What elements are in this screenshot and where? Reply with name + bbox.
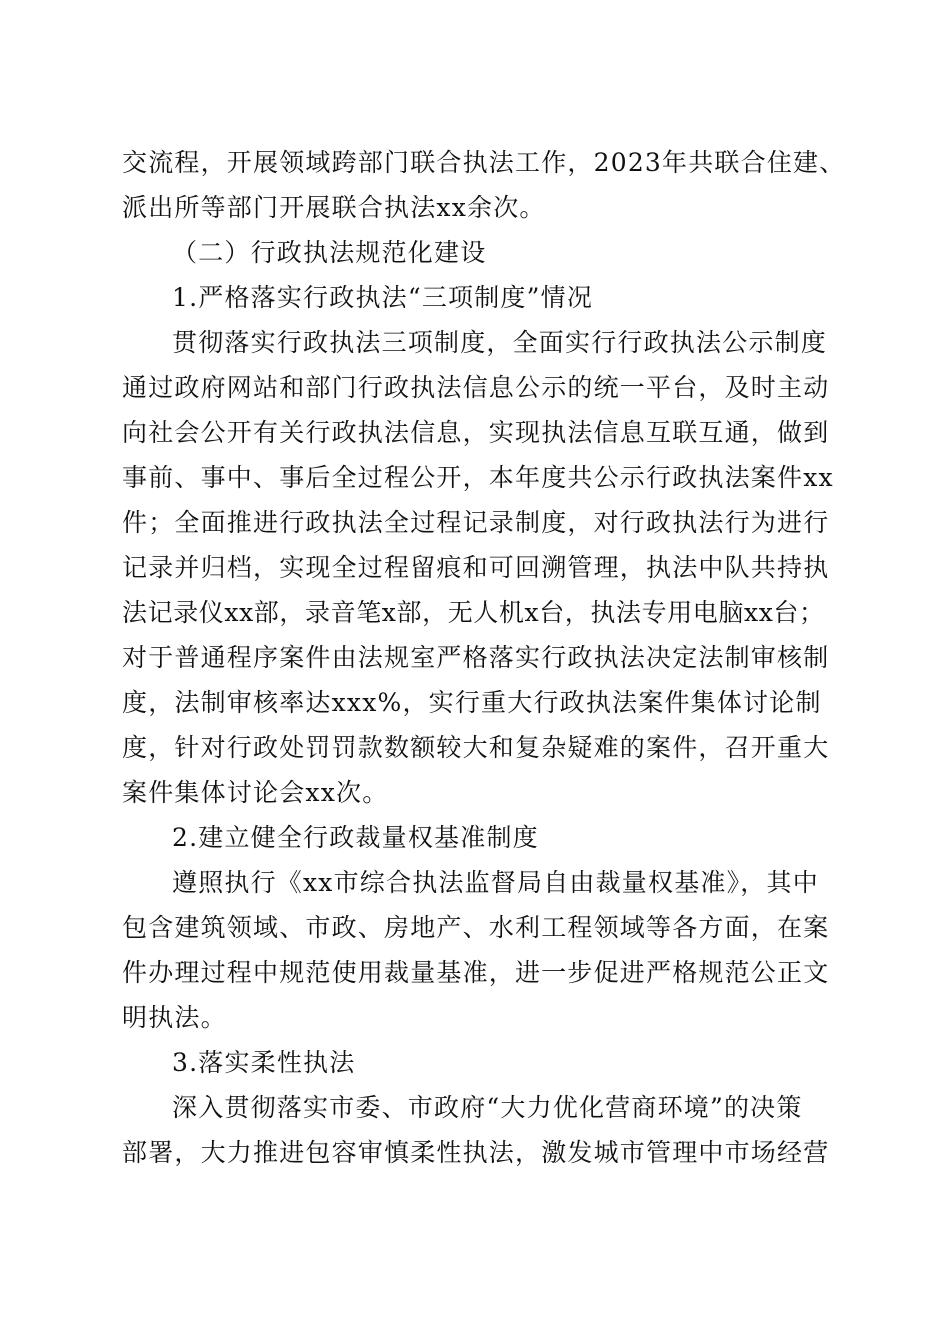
subsection-heading: 3.落实柔性执法	[172, 1048, 356, 1077]
paragraph-line: 遵照执行《xx市综合执法监督局自由裁量权基准》，其中	[172, 868, 819, 897]
paragraph-line: 派出所等部门开展联合执法xx余次。	[122, 193, 546, 222]
paragraph-line: 明执法。	[122, 1003, 227, 1032]
paragraph-line: 记录并归档，实现全过程留痕和可回溯管理，执法中队共持执	[122, 553, 830, 582]
paragraph-line: 包含建筑领域、市政、房地产、水利工程领域等各方面，在案	[122, 913, 830, 942]
paragraph-line: 部署，大力推进包容审慎柔性执法，激发城市管理中市场经营	[122, 1138, 830, 1167]
paragraph-line: 度，针对行政处罚罚款数额较大和复杂疑难的案件，召开重大	[122, 733, 830, 762]
paragraph-line: 交流程，开展领域跨部门联合执法工作，2023年共联合住建、	[122, 148, 846, 177]
paragraph-line: 事前、事中、事后全过程公开，本年度共公示行政执法案件xx	[122, 463, 834, 492]
paragraph-line: 贯彻落实行政执法三项制度，全面实行行政执法公示制度	[172, 328, 828, 357]
paragraph-line: 件；全面推进行政执法全过程记录制度，对行政执法行为进行	[122, 508, 830, 537]
paragraph-line: 深入贯彻落实市委、市政府“大力优化营商环境”的决策	[172, 1093, 803, 1122]
paragraph-line: 案件集体讨论会xx次。	[122, 778, 389, 807]
paragraph-line: 对于普通程序案件由法规室严格落实行政执法决定法制审核制	[122, 643, 830, 672]
paragraph-line: 通过政府网站和部门行政执法信息公示的统一平台，及时主动	[122, 373, 830, 402]
paragraph-line: 件办理过程中规范使用裁量基准，进一步促进严格规范公正文	[122, 958, 830, 987]
paragraph-line: 度，法制审核率达xxx%，实行重大行政执法案件集体讨论制	[122, 688, 822, 717]
subsection-heading: 2.建立健全行政裁量权基准制度	[172, 823, 539, 852]
section-heading: （二）行政执法规范化建设	[172, 238, 487, 267]
subsection-heading: 1.严格落实行政执法“三项制度”情况	[172, 283, 594, 312]
paragraph-line: 向社会公开有关行政执法信息，实现执法信息互联互通，做到	[122, 418, 830, 447]
paragraph-line: 法记录仪xx部，录音笔x部，无人机x台，执法专用电脑xx台；	[122, 598, 825, 627]
